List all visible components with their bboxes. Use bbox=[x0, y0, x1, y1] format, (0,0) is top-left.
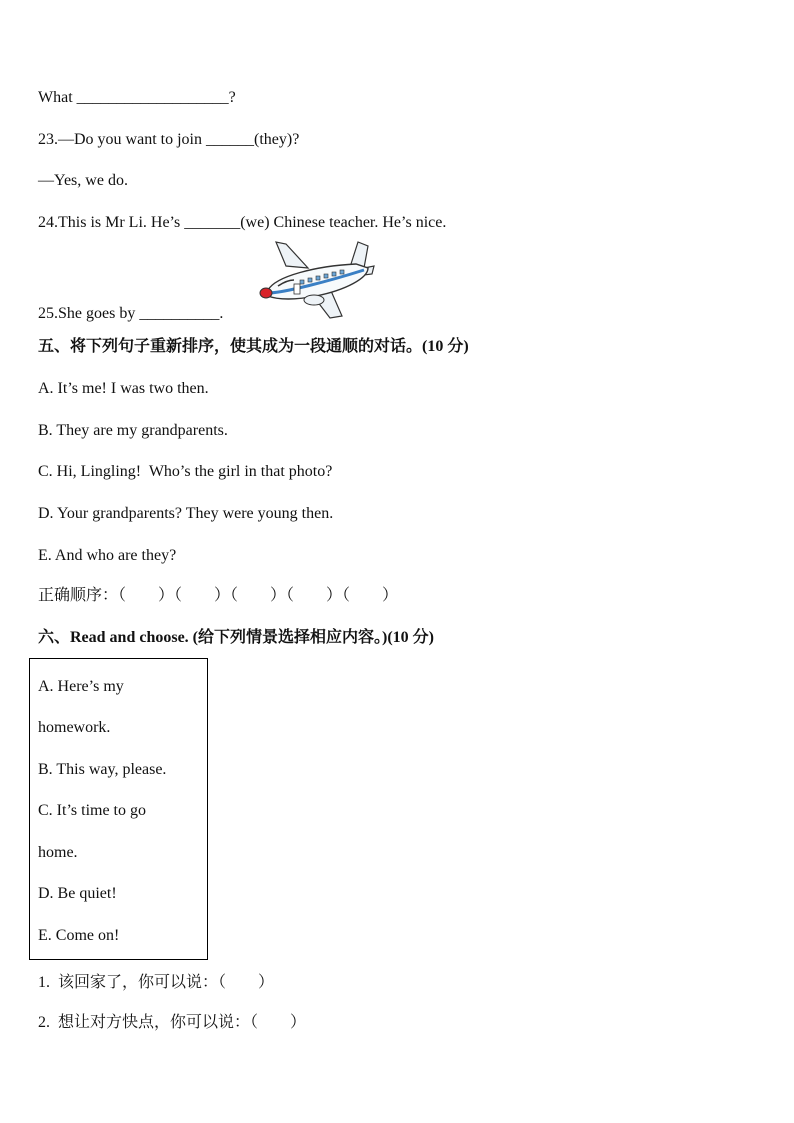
choice-options-box bbox=[29, 658, 208, 960]
section-5-sentence-a: A. It’s me! I was two then. bbox=[38, 380, 209, 397]
section-5-sentence-e: E. And who are they? bbox=[38, 547, 177, 564]
option-c-line-1: C. It’s time to go bbox=[38, 802, 146, 819]
section-6-heading: 六、Read and choose. (给下列情景选择相应内容。)(10 分) bbox=[38, 629, 434, 646]
question-22-tail: What ___________________? bbox=[38, 89, 236, 106]
option-b: B. This way, please. bbox=[38, 761, 167, 778]
question-23-answer: —Yes, we do. bbox=[38, 172, 128, 189]
option-d: D. Be quiet! bbox=[38, 885, 117, 902]
section-6-item-2: 2. 想让对方快点，你可以说：（ ） bbox=[38, 1014, 307, 1031]
section-5-sentence-d: D. Your grandparents? They were young then. bbox=[38, 505, 334, 522]
section-6-item-1: 1. 该回家了，你可以说：（ ） bbox=[38, 974, 275, 991]
section-5-heading: 五、将下列句子重新排序，使其成为一段通顺的对话。(10 分) bbox=[38, 338, 469, 355]
option-a-line-2: homework. bbox=[38, 719, 111, 736]
option-e: E. Come on! bbox=[38, 927, 120, 944]
section-5-sentence-b: B. They are my grandparents. bbox=[38, 422, 228, 439]
option-a-line-1: A. Here’s my bbox=[38, 678, 124, 695]
question-25: 25.She goes by __________. bbox=[38, 305, 224, 322]
option-c-line-2: home. bbox=[38, 844, 78, 861]
question-23: 23.—Do you want to join ______(they)? bbox=[38, 131, 300, 148]
airplane-icon bbox=[256, 238, 376, 322]
section-5-order-line: 正确顺序：（ ）（ ）（ ）（ ）（ ） bbox=[38, 587, 399, 604]
question-24: 24.This is Mr Li. He’s _______(we) Chinese teacher. He’s nice. bbox=[38, 214, 447, 231]
section-5-sentence-c: C. Hi, Lingling! Who’s the girl in that photo? bbox=[38, 463, 333, 480]
